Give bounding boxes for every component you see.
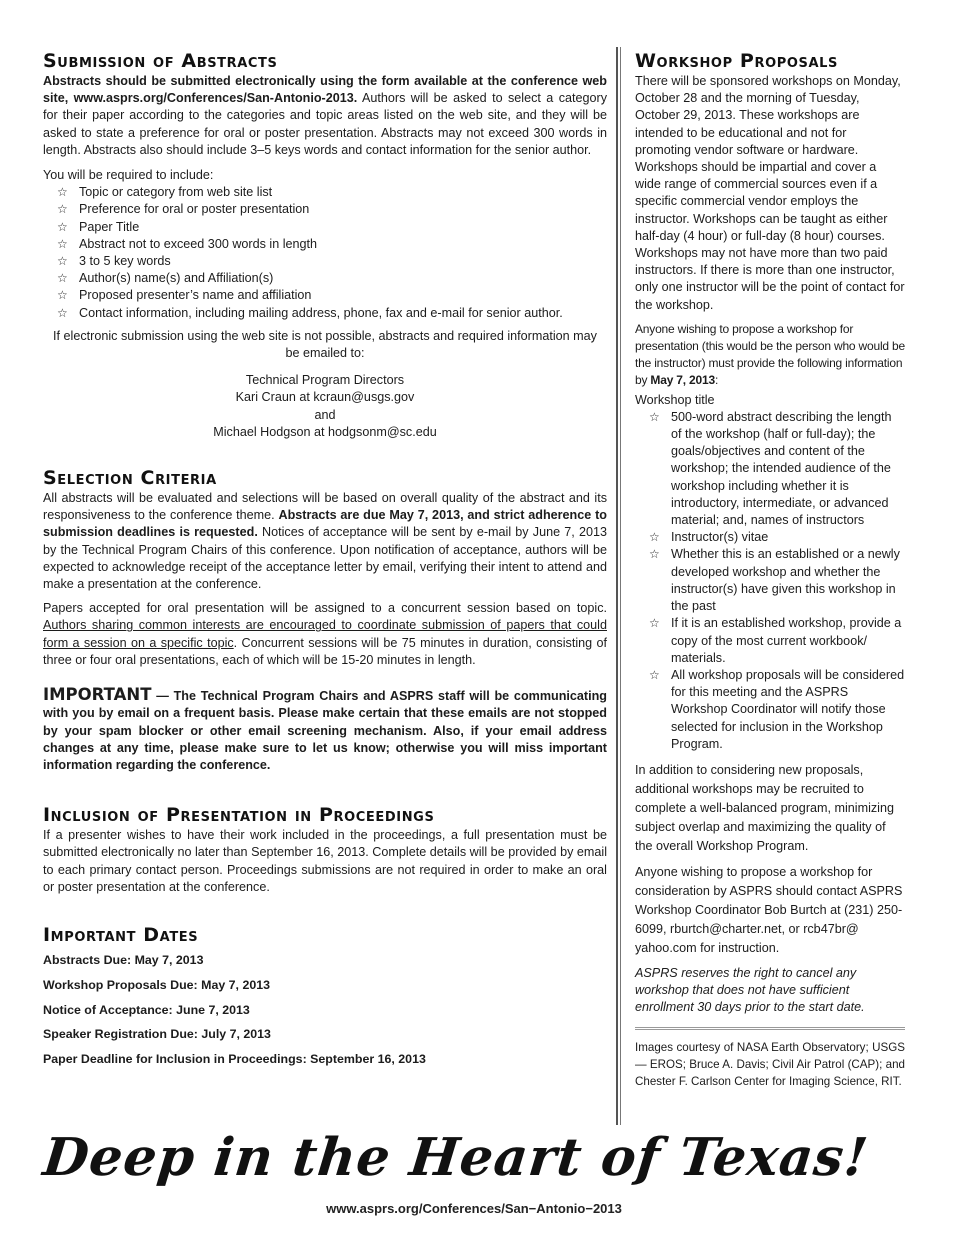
date-item: Speaker Registration Due: July 7, 2013 xyxy=(43,1027,271,1042)
dates-section xyxy=(43,924,607,1068)
selection-paragraph-2: Papers accepted for oral presentation will be assigned to a concurrent session based on topic. Authors sharing common interests are encouraged to coordinate submission of papers that could form a session on a specific topic. Concurrent sessions will be 75 minutes in duration, consisting of three or four oral presentations, each of which will be 15-20 minutes in length. xyxy=(43,601,607,667)
underlined-text: Authors sharing common interests are encouraged to coordinate submission of papers that could form a session on a specific topic xyxy=(43,618,607,650)
date-item: Paper Deadline for Inclusion in Proceedings: September 16, 2013 xyxy=(43,1052,426,1067)
submission-heading: Submission of Abstracts xyxy=(43,50,278,72)
list-item: ☆ All workshop proposals will be considered for this meeting and the ASPRS Workshop Coordinator will notify those selected for inclusion in the Workshop Program. xyxy=(649,667,905,751)
star-outline-icon: ☆ xyxy=(57,288,68,303)
list-item: ☆ Abstract not to exceed 300 words in length xyxy=(43,236,607,253)
list-item: ☆ Proposed presenter’s name and affiliation xyxy=(43,287,607,304)
star-outline-icon: ☆ xyxy=(57,236,68,251)
star-outline-icon: ☆ xyxy=(649,530,660,545)
dates-heading: Important Dates xyxy=(43,923,199,946)
inclusion-heading: Inclusion of Presentation in Proceedings xyxy=(43,804,435,827)
workshop-paragraph-2: Anyone wishing to propose a workshop for presentation (this would be the person who would be the instructor) must provide the following information by May 7, 2013: xyxy=(635,321,905,388)
star-outline-icon: ☆ xyxy=(57,271,68,286)
submission-bold-text: Abstracts should be submitted electronically using the form available at the conference web site, www.asprs.org/Conferences/San-Antonio-2013. xyxy=(43,74,607,106)
list-item: ☆ If it is an established workshop, provide a copy of the most current workbook/ materials. xyxy=(649,616,902,665)
important-label: IMPORTANT xyxy=(43,685,152,705)
star-outline-icon: ☆ xyxy=(649,667,660,682)
list-item: ☆ Preference for oral or poster presentation xyxy=(43,201,607,218)
list-item: ☆ Topic or category from web site list xyxy=(43,184,607,201)
contact-block xyxy=(43,372,607,441)
footer-url: www.asprs.org/Conferences/San−Antonio−2013 xyxy=(326,1201,622,1216)
inclusion-paragraph: If a presenter wishes to have their work included in the proceedings, a full presentation must be submitted electronically no later than September 16, 2013. Complete details will be provided by email to each primary contact person. Proceedings submissions are not required in order to make an oral or poster presentation at the conference. xyxy=(43,828,607,894)
list-item: ☆ 500-word abstract describing the length of the workshop (half or full-day); the goals/objectives and content of the workshop; the intended audience of the workshop including whether it is introductory, intermediate, or advanced material; and, names of instructors xyxy=(649,409,892,528)
list-item: ☆ Contact information, including mailing address, phone, fax and e-mail for senior author. xyxy=(43,305,607,322)
contact-and: and xyxy=(314,407,336,422)
date-item: Notice of Acceptance: June 7, 2013 xyxy=(43,1002,250,1017)
star-outline-icon: ☆ xyxy=(57,219,68,234)
credits-separator xyxy=(635,1027,905,1030)
star-outline-icon: ☆ xyxy=(649,547,660,562)
workshop-paragraph-3: In addition to considering new proposals, additional workshops may be recruited to complete a well-balanced program, minimizing subject overlap and maximizing the quality of the overall Workshop Program. xyxy=(635,762,894,853)
contact-title: Technical Program Directors xyxy=(245,373,405,388)
selection-heading: Selection Criteria xyxy=(43,467,217,490)
star-outline-icon: ☆ xyxy=(57,202,68,217)
right-column xyxy=(635,50,905,1090)
workshop-heading: Workshop Proposals xyxy=(635,50,838,72)
submission-list-intro: You will be required to include: xyxy=(43,168,214,183)
list-item: ☆ 3 to 5 key words xyxy=(43,253,607,270)
workshop-requirements-list xyxy=(635,409,905,753)
date-item: Abstracts Due: May 7, 2013 xyxy=(43,952,204,967)
star-outline-icon: ☆ xyxy=(57,254,68,269)
column-divider xyxy=(616,47,621,1125)
submission-requirements-list xyxy=(43,184,607,322)
list-item: ☆ Instructor(s) vitae xyxy=(635,529,905,546)
selection-paragraph-1: All abstracts will be evaluated and selections will be based on overall quality of the abstract and its responsiveness to the conference theme. Abstracts are due May 7, 2013, and strict adherence to submission deadlines is requested. Notices of acceptance will be sent by e-mail by June 7, 2013 by the Technical Program Chairs of this conference. Upon notification of acceptance, authors will be expected to acknowledge receipt of the acceptance letter by email, verifying their intent to attend and make a presentation at the conference. xyxy=(43,491,607,592)
contact-hodgson: Michael Hodgson at hodgsonm@sc.edu xyxy=(213,424,437,439)
date-item: Workshop Proposals Due: May 7, 2013 xyxy=(43,977,271,992)
inclusion-section xyxy=(43,804,607,896)
workshop-list-intro: Workshop title xyxy=(635,392,715,407)
important-dash: — xyxy=(151,689,174,704)
banner-tagline: Deep in the Heart of Texas! xyxy=(40,1127,872,1188)
selection-section xyxy=(43,467,607,669)
image-credits: Images courtesy of NASA Earth Observatory; USGS — EROS; Bruce A. Davis; Civil Air Patrol (CAP); and Chester F. Carlson Center for Imaging Science, RIT. xyxy=(635,1040,905,1088)
star-outline-icon: ☆ xyxy=(57,185,68,200)
star-outline-icon: ☆ xyxy=(57,305,68,320)
workshop-paragraph-4: Anyone wishing to propose a workshop for consideration by ASPRS should contact ASPRS Workshop Coordinator Bob Burtch at (231) 250-6099, rburtch@charter.net, or rcb47br@ yahoo.com for instruction. xyxy=(635,864,903,955)
list-item: ☆ Author(s) name(s) and Affiliation(s) xyxy=(43,270,607,287)
important-text: The Technical Program Chairs and ASPRS staff will be communicating with you by email on a frequent basis. Please make certain that these emails are not stopped by your spam blocker or other email screening mechanism. Also, if your email address changes at any time, please make sure to let us know; otherwise you will miss important information regarding the conference. xyxy=(43,689,607,772)
star-outline-icon: ☆ xyxy=(649,409,660,424)
dates-list xyxy=(43,952,607,1068)
left-column xyxy=(43,50,607,1076)
list-item: ☆ Whether this is an established or a newly developed workshop and whether the instructor(s) have given this workshop in the past xyxy=(649,547,900,614)
contact-craun: Kari Craun at kcraun@usgs.gov xyxy=(235,390,415,405)
workshop-paragraph-1: There will be sponsored workshops on Monday, October 28 and the morning of Tuesday, October 29, 2013. These workshops are intended to be educational and not for promoting vendor software or hardware. Workshops should be impartial and cover a wide range of commercial sources even if a specific commercial vendor employs the instructor. Workshops can be taught as either half-day (4 hour) or full-day (8 hour) courses. Workshops may not have more than two paid instructors. If there is more than one instructor, only one instructor will be the point of contact for the workshop. xyxy=(635,74,905,312)
deadline-bold-text: Abstracts are due May 7, 2013, and strict adherence to submission deadlines is requested. xyxy=(43,508,607,540)
email-note: If electronic submission using the web site is not possible, abstracts and required information may be emailed to: xyxy=(53,328,597,361)
workshop-deadline: May 7, 2013 xyxy=(650,373,715,388)
submission-text: Authors will be asked to select a category for their paper according to the categories and topic areas listed on the web site, and they will be asked to state a preference for oral or poster presentation. Abstracts may not exceed 300 words in length. Abstracts also should include 3–5 keys words and contact information for the senior author. xyxy=(43,91,607,157)
important-notice xyxy=(43,686,607,774)
workshop-cancel-note: ASPRS reserves the right to cancel any workshop that does not have sufficient enrollment 30 days prior to the start date. xyxy=(635,965,865,1015)
submission-section xyxy=(43,50,607,441)
star-outline-icon: ☆ xyxy=(649,616,660,631)
submission-paragraph xyxy=(43,73,607,159)
list-item: ☆ Paper Title xyxy=(43,219,607,236)
